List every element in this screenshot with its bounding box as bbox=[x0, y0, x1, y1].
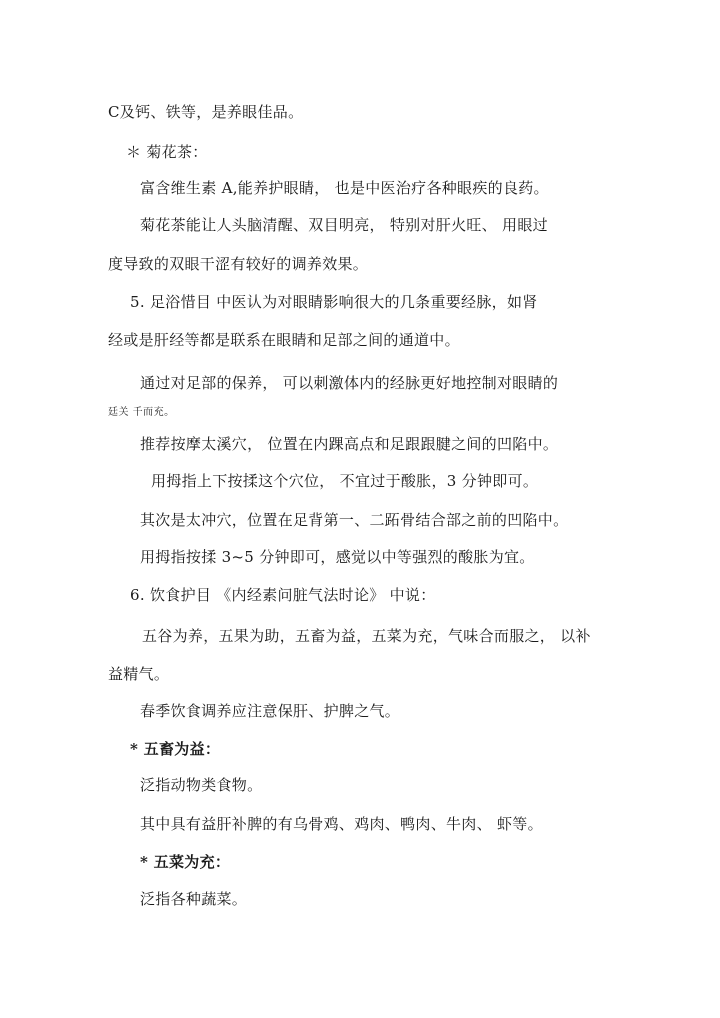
text-line-9-small: 廷关 千而充。 bbox=[108, 407, 175, 418]
text-line-15: 五谷为养，五果为助，五畜为益，五菜为充，气味合而服之， 以补 bbox=[142, 627, 591, 645]
text-line-17: 春季饮食调养应注意保肝、护脾之气。 bbox=[140, 702, 401, 720]
text-line-13: 用拇指按揉 3~5 分钟即可，感觉以中等强烈的酸胀为宜。 bbox=[140, 548, 535, 566]
text-line-19: 泛指动物类食物。 bbox=[140, 776, 263, 794]
text-line-8: 通过对足部的保养， 可以刺激体内的经脉更好地控制对眼睛的 bbox=[140, 374, 559, 392]
bullet-five-livestock: * 五畜为益： bbox=[130, 740, 221, 758]
text-line-3: 富含维生素 A,能养护眼睛， 也是中医治疗各种眼疾的良药。 bbox=[140, 179, 549, 197]
heading-diet: 6. 饮食护目 《内经素问脏气法时论》 中说： bbox=[130, 586, 436, 604]
bullet-chrysanthemum-tea: ＊ 菊花茶： bbox=[126, 143, 208, 161]
text-line-12: 其次是太冲穴，位置在足背第一、二跖骨结合部之前的凹陷中。 bbox=[140, 511, 569, 529]
text-line-20: 其中具有益肝补脾的有乌骨鸡、鸡肉、鸭肉、牛肉、 虾等。 bbox=[140, 815, 543, 833]
bullet-five-vegetables: * 五菜为充： bbox=[140, 853, 231, 871]
text-line-22: 泛指各种蔬菜。 bbox=[140, 890, 248, 908]
text-line-11: 用拇指上下按揉这个穴位， 不宜过于酸胀，3 分钟即可。 bbox=[151, 472, 539, 490]
text-line-5: 度导致的双眼干涩有较好的调养效果。 bbox=[108, 255, 369, 273]
text-line-10: 推荐按摩太溪穴， 位置在内踝高点和足跟跟腱之间的凹陷中。 bbox=[140, 435, 559, 453]
text-line-4: 菊花茶能让人头脑清醒、双目明亮， 特别对肝火旺、 用眼过 bbox=[140, 216, 548, 234]
text-line-7: 经或是肝经等都是联系在眼睛和足部之间的通道中。 bbox=[108, 331, 460, 349]
text-line-1: C及钙、铁等，是养眼佳品。 bbox=[108, 103, 304, 121]
text-line-16: 益精气。 bbox=[108, 665, 170, 683]
heading-foot-bath: 5. 足浴惜目 中医认为对眼睛影响很大的几条重要经脉，如肾 bbox=[130, 293, 538, 311]
